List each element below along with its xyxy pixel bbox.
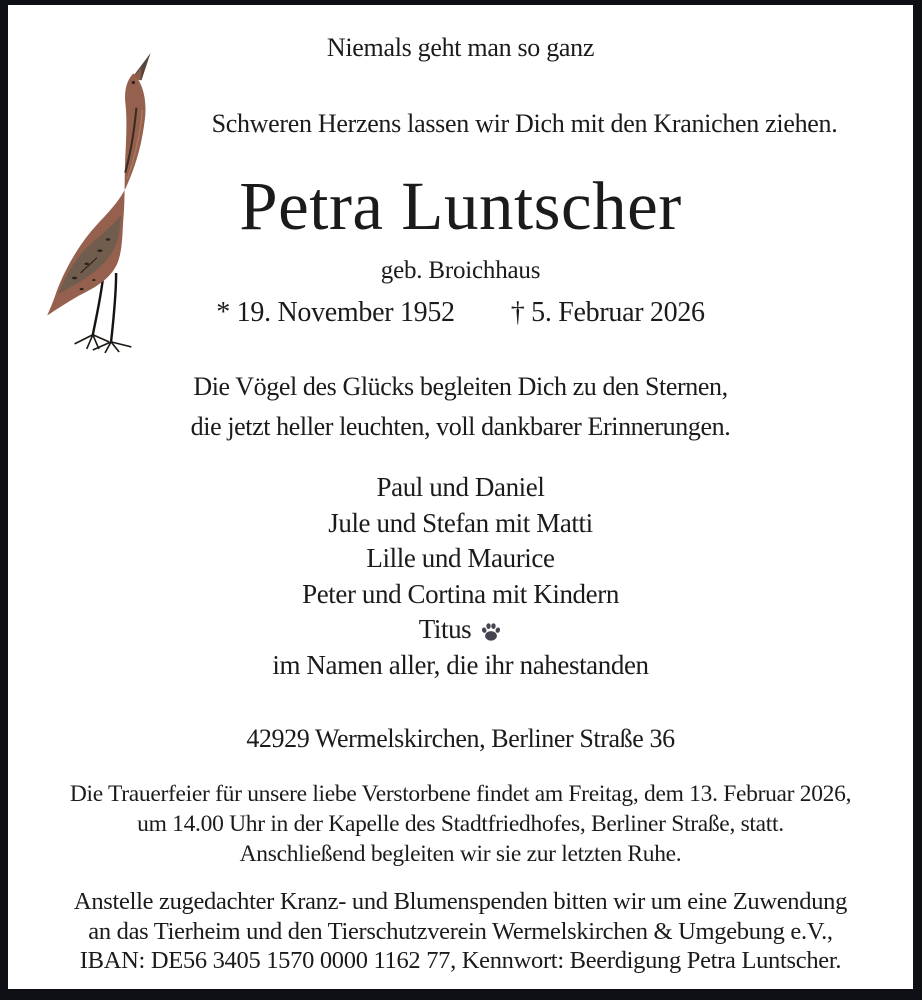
mourner-line: Jule und Stefan mit Matti — [328, 507, 593, 538]
deceased-name: Petra Luntscher — [239, 168, 682, 244]
mourner-titus-name: Titus — [418, 614, 472, 645]
mourner-line: Paul und Daniel — [376, 472, 545, 502]
farewell-line: Schweren Herzens lassen wir Dich mit den Kranichen ziehen. — [211, 109, 838, 138]
memorial-verse — [8, 367, 913, 447]
mourners-closing: im Namen aller, die ihr nahestanden — [272, 649, 649, 680]
donation-info-line: Anstelle zugedachter Kranz- und Blumenspenden bitten wir um eine Zuwendung — [73, 888, 848, 915]
donation-info-line: IBAN: DE56 3405 1570 0000 1162 77, Kennwort: Beerdigung Petra Luntscher. — [79, 947, 842, 974]
funeral-info-line: Die Trauerfeier für unsere liebe Verstorbene findet am Freitag, dem 13. Februar 2026, — [69, 781, 852, 807]
donation-info — [8, 887, 913, 976]
mourners-list — [8, 470, 913, 684]
opening-quote: Niemals geht man so ganz — [326, 33, 595, 62]
mourner-line-titus — [8, 612, 913, 648]
verse-line: die jetzt heller leuchten, voll dankbarer Erinnerungen. — [190, 412, 731, 441]
birth-date: * 19. November 1952 — [216, 297, 455, 328]
mourner-line: Lille und Maurice — [366, 543, 555, 574]
life-dates — [8, 297, 913, 329]
crane-eye — [132, 81, 135, 84]
address-line: 42929 Wermelskirchen, Berliner Straße 36 — [246, 724, 675, 753]
funeral-info-line: um 14.00 Uhr in der Kapelle des Stadtfriedhofes, Berliner Straße, statt. — [137, 811, 784, 837]
crane-feet — [75, 335, 132, 353]
death-date: † 5. Februar 2026 — [510, 297, 705, 328]
maiden-name: geb. Broichhaus — [380, 257, 541, 284]
mourner-line: Peter und Cortina mit Kindern — [302, 578, 619, 609]
paw-print-icon — [480, 621, 502, 643]
verse-line: Die Vögel des Glücks begleiten Dich zu den Sternen, — [193, 372, 728, 401]
funeral-info-line: Anschließend begleiten wir sie zur letzten Ruhe. — [239, 841, 682, 867]
donation-info-line: an das Tierheim und den Tierschutzverein Wermelskirchen & Umgebung e.V., — [88, 917, 833, 945]
funeral-info — [8, 779, 913, 869]
